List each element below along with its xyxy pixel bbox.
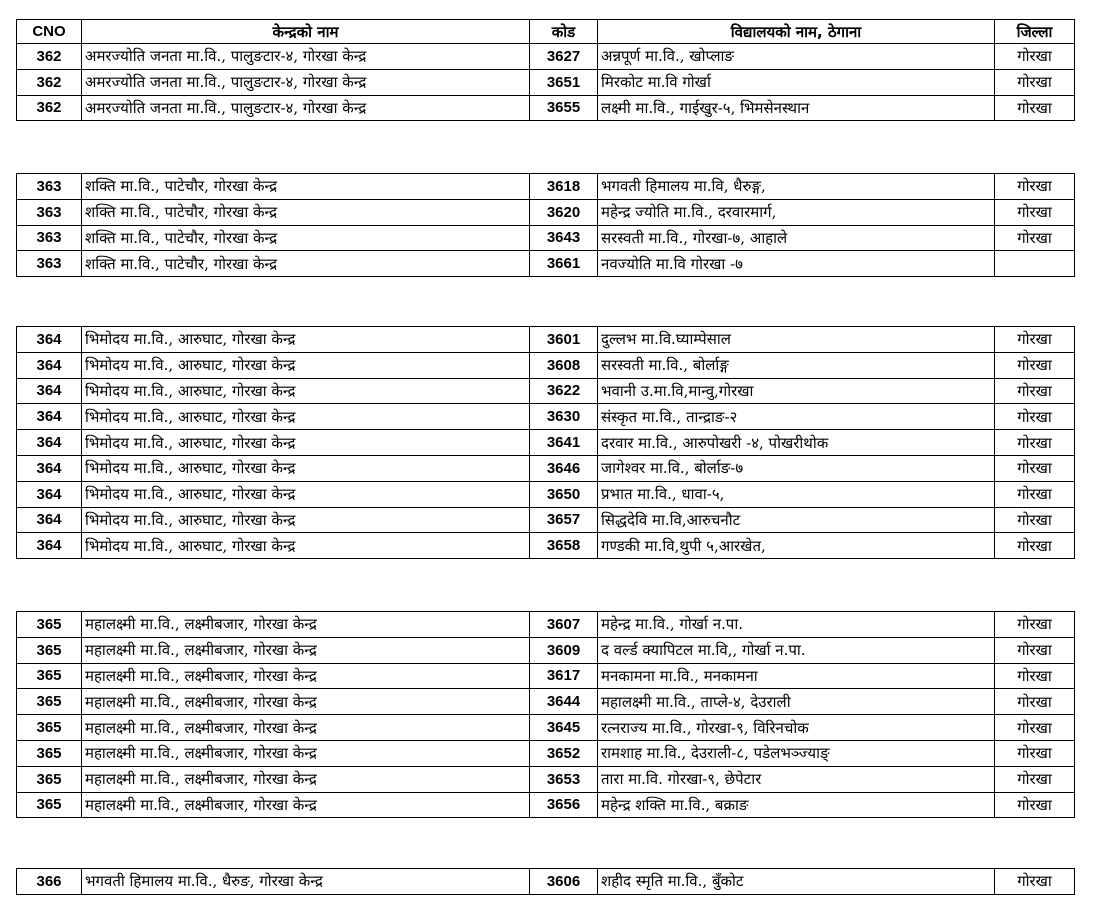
cell-center-name: भिमोदय मा.वि., आरुघाट, गोरखा केन्द्र [82, 455, 530, 481]
cell-district: गोरखा [995, 69, 1075, 95]
table-header-row [17, 20, 1075, 44]
cell-center-name: भगवती हिमालय मा.वि., धैरुङ, गोरखा केन्द्र [82, 869, 530, 895]
school-group-table [16, 19, 1075, 121]
cell-cno: 365 [17, 740, 82, 766]
table-row [17, 352, 1075, 378]
cell-code: 3657 [530, 507, 598, 533]
table-row [17, 481, 1075, 507]
cell-school-name: महेन्द्र ज्योति मा.वि., दरवारमार्ग, [598, 199, 995, 225]
cell-center-name: भिमोदय मा.वि., आरुघाट, गोरखा केन्द्र [82, 378, 530, 404]
cell-school-name: लक्ष्मी मा.वि., गाईखुर-५, भिमसेनस्थान [598, 95, 995, 121]
cell-district: गोरखा [995, 715, 1075, 741]
cell-district: गोरखा [995, 404, 1075, 430]
table-row [17, 533, 1075, 559]
cell-code: 3643 [530, 225, 598, 251]
cell-code: 3622 [530, 378, 598, 404]
cell-code: 3607 [530, 612, 598, 638]
table-row [17, 663, 1075, 689]
cell-cno: 364 [17, 533, 82, 559]
table-row [17, 612, 1075, 638]
cell-center-name: भिमोदय मा.वि., आरुघाट, गोरखा केन्द्र [82, 404, 530, 430]
cell-code: 3645 [530, 715, 598, 741]
cell-school-name: प्रभात मा.वि., धावा-५, [598, 481, 995, 507]
cell-center-name: अमरज्योति जनता मा.वि., पालुङटार-४, गोरखा केन्द्र [82, 69, 530, 95]
cell-code: 3644 [530, 689, 598, 715]
table-row [17, 174, 1075, 200]
table-row [17, 507, 1075, 533]
table-row [17, 766, 1075, 792]
cell-cno: 365 [17, 637, 82, 663]
cell-school-name: नवज्योति मा.वि गोरखा -७ [598, 251, 995, 277]
cell-cno: 365 [17, 715, 82, 741]
cell-center-name: शक्ति मा.वि., पाटेचौर, गोरखा केन्द्र [82, 251, 530, 277]
cell-district: गोरखा [995, 174, 1075, 200]
table-row [17, 225, 1075, 251]
cell-district: गोरखा [995, 766, 1075, 792]
cell-center-name: महालक्ष्मी मा.वि., लक्ष्मीबजार, गोरखा केन्द्र [82, 663, 530, 689]
school-group-table [16, 173, 1075, 277]
cell-code: 3606 [530, 869, 598, 895]
cell-school-name: दुल्लभ मा.वि.घ्याम्पेसाल [598, 327, 995, 353]
cell-code: 3661 [530, 251, 598, 277]
cell-school-name: द वर्ल्ड क्यापिटल मा.वि,, गोर्खा न.पा. [598, 637, 995, 663]
cell-school-name: सिद्धदेवि मा.वि,आरुचनौट [598, 507, 995, 533]
cell-district: गोरखा [995, 95, 1075, 121]
cell-code: 3618 [530, 174, 598, 200]
cell-center-name: भिमोदय मा.वि., आरुघाट, गोरखा केन्द्र [82, 430, 530, 456]
cell-code: 3620 [530, 199, 598, 225]
cell-cno: 365 [17, 689, 82, 715]
cell-school-name: भवानी उ.मा.वि,मान्वु,गोरखा [598, 378, 995, 404]
cell-school-name: भगवती हिमालय मा.वि, धैरुङ्ग, [598, 174, 995, 200]
cell-district: गोरखा [995, 740, 1075, 766]
cell-school-name: रत्नराज्य मा.वि., गोरखा-९, विरिनचोक [598, 715, 995, 741]
cell-district: गोरखा [995, 481, 1075, 507]
cell-district: गोरखा [995, 869, 1075, 895]
cell-code: 3656 [530, 792, 598, 818]
table-row [17, 378, 1075, 404]
cell-district: गोरखा [995, 430, 1075, 456]
cell-school-name: रामशाह मा.वि., देउराली-८, पडेलभञ्ज्याङ् [598, 740, 995, 766]
cell-district: गोरखा [995, 44, 1075, 70]
cell-cno: 362 [17, 44, 82, 70]
cell-district: गोरखा [995, 792, 1075, 818]
table-row [17, 430, 1075, 456]
cell-center-name: महालक्ष्मी मा.वि., लक्ष्मीबजार, गोरखा केन्द्र [82, 740, 530, 766]
table-row [17, 404, 1075, 430]
cell-cno: 362 [17, 69, 82, 95]
cell-school-name: सरस्वती मा.वि., गोरखा-७, आहाले [598, 225, 995, 251]
table-row [17, 199, 1075, 225]
cell-cno: 363 [17, 225, 82, 251]
cell-center-name: शक्ति मा.वि., पाटेचौर, गोरखा केन्द्र [82, 174, 530, 200]
cell-district [995, 251, 1075, 277]
table-row [17, 455, 1075, 481]
cell-cno: 364 [17, 352, 82, 378]
table-row [17, 69, 1075, 95]
cell-code: 3646 [530, 455, 598, 481]
cell-district: गोरखा [995, 663, 1075, 689]
cell-code: 3617 [530, 663, 598, 689]
cell-school-name: मिरकोट मा.वि गोर्खा [598, 69, 995, 95]
cell-school-name: मनकामना मा.वि., मनकामना [598, 663, 995, 689]
cell-district: गोरखा [995, 507, 1075, 533]
cell-school-name: सरस्वती मा.वि., बोर्लाङ्ग [598, 352, 995, 378]
cell-cno: 364 [17, 327, 82, 353]
school-group-table [16, 326, 1075, 559]
table-row [17, 689, 1075, 715]
table-row [17, 95, 1075, 121]
header-school-name: विद्यालयको नाम, ठेगाना [598, 20, 995, 44]
header-district: जिल्ला [995, 20, 1075, 44]
cell-district: गोरखा [995, 533, 1075, 559]
cell-code: 3601 [530, 327, 598, 353]
cell-cno: 362 [17, 95, 82, 121]
cell-center-name: अमरज्योति जनता मा.वि., पालुङटार-४, गोरखा केन्द्र [82, 44, 530, 70]
cell-code: 3651 [530, 69, 598, 95]
cell-center-name: अमरज्योति जनता मा.वि., पालुङटार-४, गोरखा केन्द्र [82, 95, 530, 121]
cell-center-name: भिमोदय मा.वि., आरुघाट, गोरखा केन्द्र [82, 327, 530, 353]
table-row [17, 869, 1075, 895]
cell-code: 3627 [530, 44, 598, 70]
cell-district: गोरखा [995, 455, 1075, 481]
cell-cno: 364 [17, 481, 82, 507]
cell-center-name: महालक्ष्मी मा.वि., लक्ष्मीबजार, गोरखा केन्द्र [82, 766, 530, 792]
cell-cno: 364 [17, 404, 82, 430]
cell-cno: 364 [17, 430, 82, 456]
cell-center-name: शक्ति मा.वि., पाटेचौर, गोरखा केन्द्र [82, 199, 530, 225]
cell-cno: 366 [17, 869, 82, 895]
cell-school-name: महालक्ष्मी मा.वि., ताप्ले-४, देउराली [598, 689, 995, 715]
cell-code: 3652 [530, 740, 598, 766]
cell-school-name: शहीद स्मृति मा.वि., बुँकोट [598, 869, 995, 895]
cell-cno: 365 [17, 766, 82, 792]
header-code: कोड [530, 20, 598, 44]
cell-center-name: महालक्ष्मी मा.वि., लक्ष्मीबजार, गोरखा केन्द्र [82, 689, 530, 715]
cell-cno: 364 [17, 378, 82, 404]
cell-code: 3608 [530, 352, 598, 378]
cell-center-name: महालक्ष्मी मा.वि., लक्ष्मीबजार, गोरखा केन्द्र [82, 637, 530, 663]
table-row [17, 792, 1075, 818]
cell-school-name: तारा मा.वि. गोरखा-९, छेपेटार [598, 766, 995, 792]
cell-school-name: महेन्द्र मा.वि., गोर्खा न.पा. [598, 612, 995, 638]
cell-district: गोरखा [995, 378, 1075, 404]
cell-code: 3641 [530, 430, 598, 456]
cell-school-name: गण्डकी मा.वि,थुपी ५,आरखेत, [598, 533, 995, 559]
school-group-table [16, 611, 1075, 818]
cell-cno: 363 [17, 251, 82, 277]
cell-center-name: भिमोदय मा.वि., आरुघाट, गोरखा केन्द्र [82, 481, 530, 507]
cell-cno: 363 [17, 199, 82, 225]
cell-center-name: भिमोदय मा.वि., आरुघाट, गोरखा केन्द्र [82, 352, 530, 378]
table-row [17, 637, 1075, 663]
cell-center-name: भिमोदय मा.वि., आरुघाट, गोरखा केन्द्र [82, 507, 530, 533]
cell-cno: 365 [17, 663, 82, 689]
school-group-table [16, 868, 1075, 895]
cell-cno: 365 [17, 612, 82, 638]
header-cno: CNO [17, 20, 82, 44]
cell-code: 3658 [530, 533, 598, 559]
table-row [17, 327, 1075, 353]
cell-district: गोरखा [995, 327, 1075, 353]
cell-district: गोरखा [995, 637, 1075, 663]
header-center-name: केन्द्रको नाम [82, 20, 530, 44]
cell-center-name: महालक्ष्मी मा.वि., लक्ष्मीबजार, गोरखा केन्द्र [82, 612, 530, 638]
cell-center-name: महालक्ष्मी मा.वि., लक्ष्मीबजार, गोरखा केन्द्र [82, 792, 530, 818]
cell-cno: 364 [17, 455, 82, 481]
cell-center-name: भिमोदय मा.वि., आरुघाट, गोरखा केन्द्र [82, 533, 530, 559]
cell-code: 3609 [530, 637, 598, 663]
table-row [17, 251, 1075, 277]
cell-district: गोरखा [995, 689, 1075, 715]
table-row [17, 715, 1075, 741]
cell-district: गोरखा [995, 225, 1075, 251]
cell-center-name: शक्ति मा.वि., पाटेचौर, गोरखा केन्द्र [82, 225, 530, 251]
cell-district: गोरखा [995, 612, 1075, 638]
cell-code: 3653 [530, 766, 598, 792]
cell-code: 3650 [530, 481, 598, 507]
cell-code: 3655 [530, 95, 598, 121]
cell-district: गोरखा [995, 352, 1075, 378]
cell-school-name: दरवार मा.वि., आरुपोखरी -४, पोखरीथोक [598, 430, 995, 456]
cell-center-name: महालक्ष्मी मा.वि., लक्ष्मीबजार, गोरखा केन्द्र [82, 715, 530, 741]
cell-school-name: अन्नपूर्ण मा.वि., खोप्लाङ [598, 44, 995, 70]
table-row [17, 44, 1075, 70]
cell-school-name: जागेश्वर मा.वि., बोर्लाङ-७ [598, 455, 995, 481]
cell-cno: 365 [17, 792, 82, 818]
cell-district: गोरखा [995, 199, 1075, 225]
cell-cno: 363 [17, 174, 82, 200]
table-row [17, 740, 1075, 766]
cell-cno: 364 [17, 507, 82, 533]
cell-school-name: संस्कृत मा.वि., तान्द्राङ-२ [598, 404, 995, 430]
cell-code: 3630 [530, 404, 598, 430]
cell-school-name: महेन्द्र शक्ति मा.वि., बक्राङ [598, 792, 995, 818]
